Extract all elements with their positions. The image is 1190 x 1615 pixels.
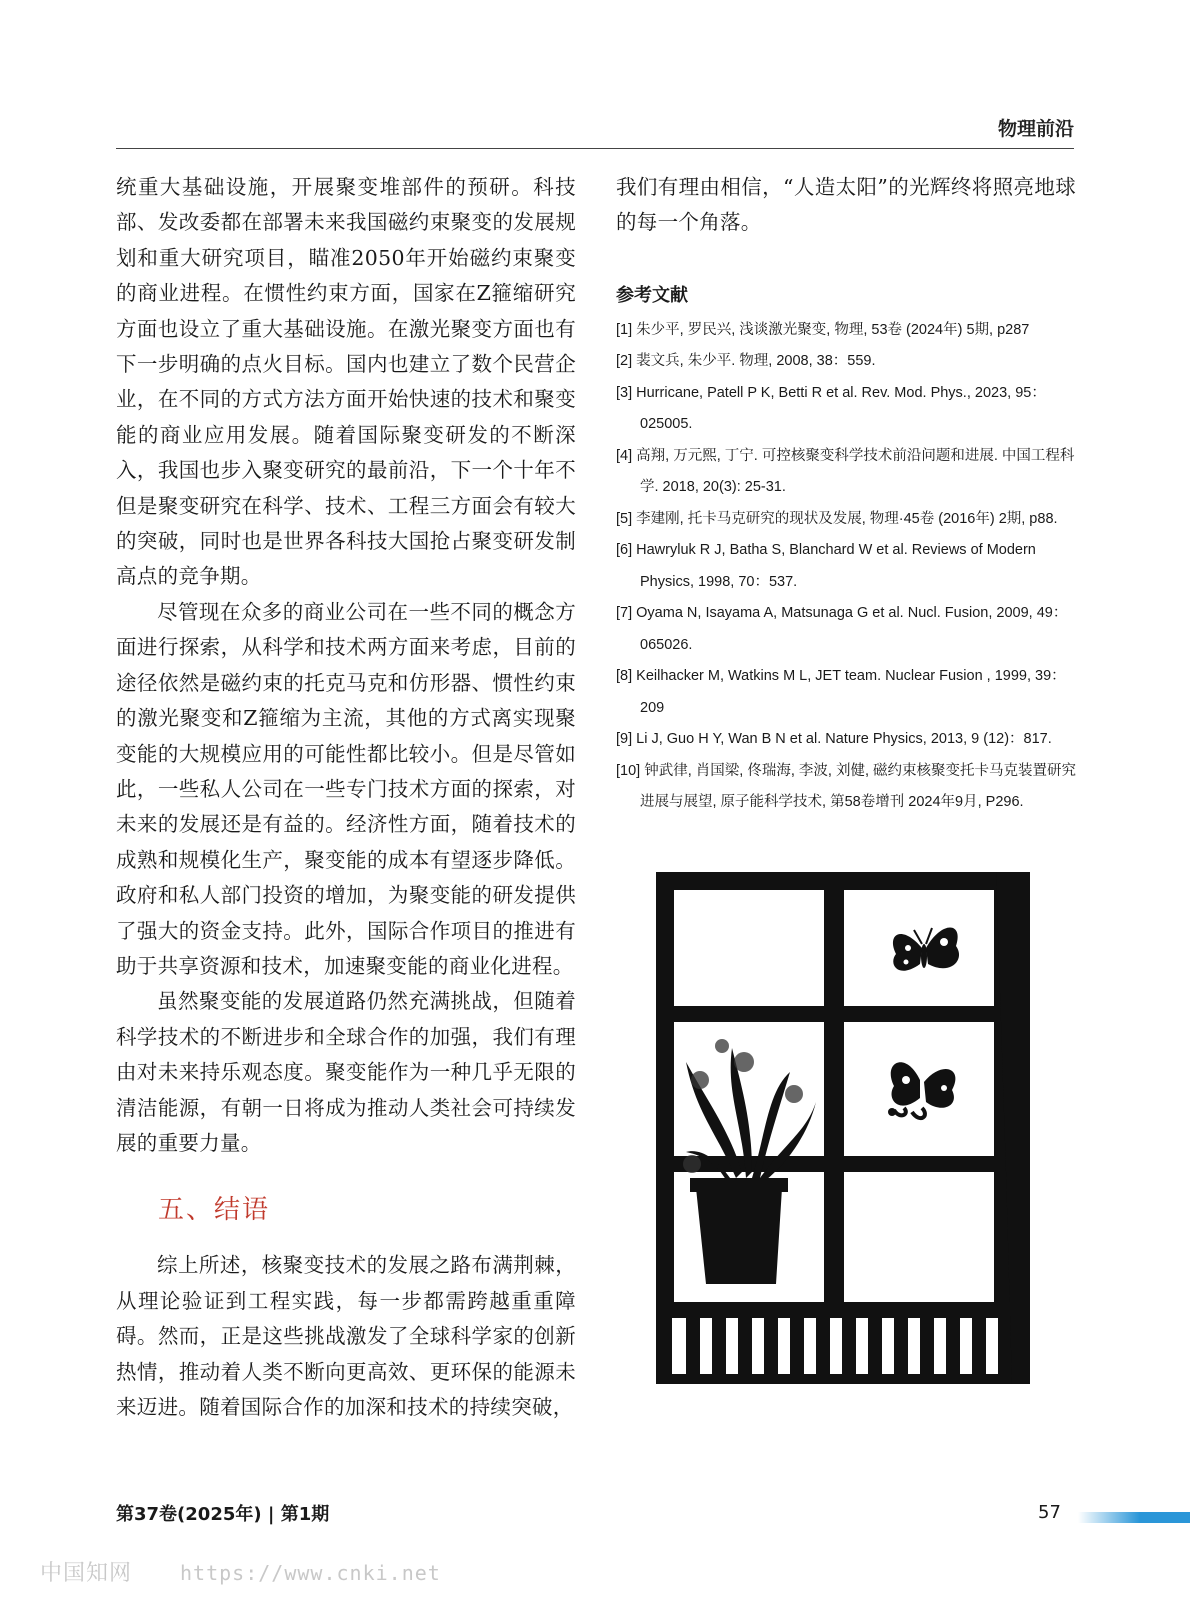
body-paragraph-1: 统重大基础设施，开展聚变堆部件的预研。科技部、发改委都在部署未来我国磁约束聚变的发展规划和重大研究项目，瞄准2050年开始磁约束聚变的商业进程。在惯性约束方面，国家在Z箍缩研究方面也设立了重大基础设施。在激光聚变方面也有下一步明确的点火目标。国内也建立了数个民营企业，在不同的方式方法方面开始快速的技术和聚变能的商业应用发展。随着国际聚变研发的不断深入，我国也步入聚变研究的最前沿，下一个十年不但是聚变研究在科学、技术、工程三方面会有较大的突破，同时也是世界各科技大国抢占聚变研发制高点的竞争期。 <box>116 175 576 589</box>
conclusion-paragraph: 综上所述，核聚变技术的发展之路布满荆棘，从理论验证到工程实践，每一步都需跨越重重障碍。然而，正是这些挑战激发了全球科学家的创新热情，推动着人类不断向更高效、更环保的能源未来迈进。随着国际合作的加深和技术的持续突破， <box>116 1253 576 1419</box>
reference-item: [2] 裴文兵, 朱少平. 物理, 2008, 38：559. <box>616 353 876 370</box>
window-pane <box>674 890 824 1006</box>
left-column <box>116 170 576 1425</box>
footer-accent-bar <box>1078 1512 1190 1523</box>
issue-label: 第37卷(2025年) | 第1期 <box>116 1504 330 1525</box>
body-paragraph-3: 虽然聚变能的发展道路仍然充满挑战，但随着科学技术的不断进步和全球合作的加强，我们有理由对未来持乐观态度。聚变能作为一种几乎无限的清洁能源，有朝一日将成为推动人类社会可持续发展的重要力量。 <box>116 989 576 1155</box>
window-illustration <box>656 872 1030 1384</box>
flower-pot <box>696 1188 782 1284</box>
reference-item: [6] Hawryluk R J, Batha S, Blanchard W et al. Reviews of Modern Physics, 1998, 70：537. <box>616 542 1036 590</box>
window-pane <box>844 1172 994 1302</box>
watermark-site-name: 中国知网 <box>40 1561 133 1586</box>
section-title: 物理前沿 <box>997 118 1074 140</box>
header-divider <box>116 148 1074 149</box>
reference-item: [4] 高翔, 万元熙, 丁宁. 可控核聚变科学技术前沿问题和进展. 中国工程科学. 2018, 20(3): 25-31. <box>616 447 1075 496</box>
watermark <box>40 1556 441 1587</box>
reference-item: [7] Oyama N, Isayama A, Matsunaga G et al. Nucl. Fusion, 2009, 49：065026. <box>616 605 1068 653</box>
reference-item: [10] 钟武律, 肖国梁, 佟瑞海, 李波, 刘健, 磁约束核聚变托卡马克装置研究进展与展望, 原子能科学技术, 第58卷增刊 2024年9月, P296. <box>616 762 1076 811</box>
conclusion-continuation: 我们有理由相信，“人造太阳”的光辉终将照亮地球的每一个角落。 <box>616 175 1076 235</box>
watermark-url: https://www.cnki.net <box>180 1561 441 1585</box>
reference-list <box>616 315 1076 819</box>
references-heading: 参考文献 <box>616 284 688 306</box>
body-paragraph-2: 尽管现在众多的商业公司在一些不同的概念方面进行探索，从科学和技术两方面来考虑，目前的途径依然是磁约束的托克马克和仿形器、惯性约束的激光聚变和Z箍缩为主流，其他的方式离实现聚变能的大规模应用的可能性都比较小。但是尽管如此，一些私人公司在一些专门技术方面的探索，对未来的发展还是有益的。经济性方面，随着技术的成熟和规模化生产，聚变能的成本有望逐步降低。政府和私人部门投资的增加，为聚变能的研发提供了强大的资金支持。此外，国际合作项目的推进有助于共享资源和技术，加速聚变能的商业化进程。 <box>116 599 576 978</box>
page-number: 57 <box>1038 1502 1061 1523</box>
reference-item: [5] 李建刚, 托卡马克研究的现状及发展, 物理·45卷 (2016年) 2期, p88. <box>616 510 1058 527</box>
reference-item: [3] Hurricane, Patell P K, Betti R et al. Rev. Mod. Phys., 2023, 95：025005. <box>616 384 1046 433</box>
conclusion-heading: 五、结语 <box>158 1195 271 1226</box>
reference-item: [9] Li J, Guo H Y, Wan B N et al. Nature Physics, 2013, 9 (12)：817. <box>616 731 1052 748</box>
right-column <box>616 170 1076 819</box>
reference-item: [8] Keilhacker M, Watkins M L, JET team. Nuclear Fusion , 1999, 39：209 <box>616 668 1066 716</box>
reference-item: [1] 朱少平, 罗民兴, 浅谈激光聚变, 物理, 53卷 (2024年) 5期, p287 <box>616 321 1030 338</box>
